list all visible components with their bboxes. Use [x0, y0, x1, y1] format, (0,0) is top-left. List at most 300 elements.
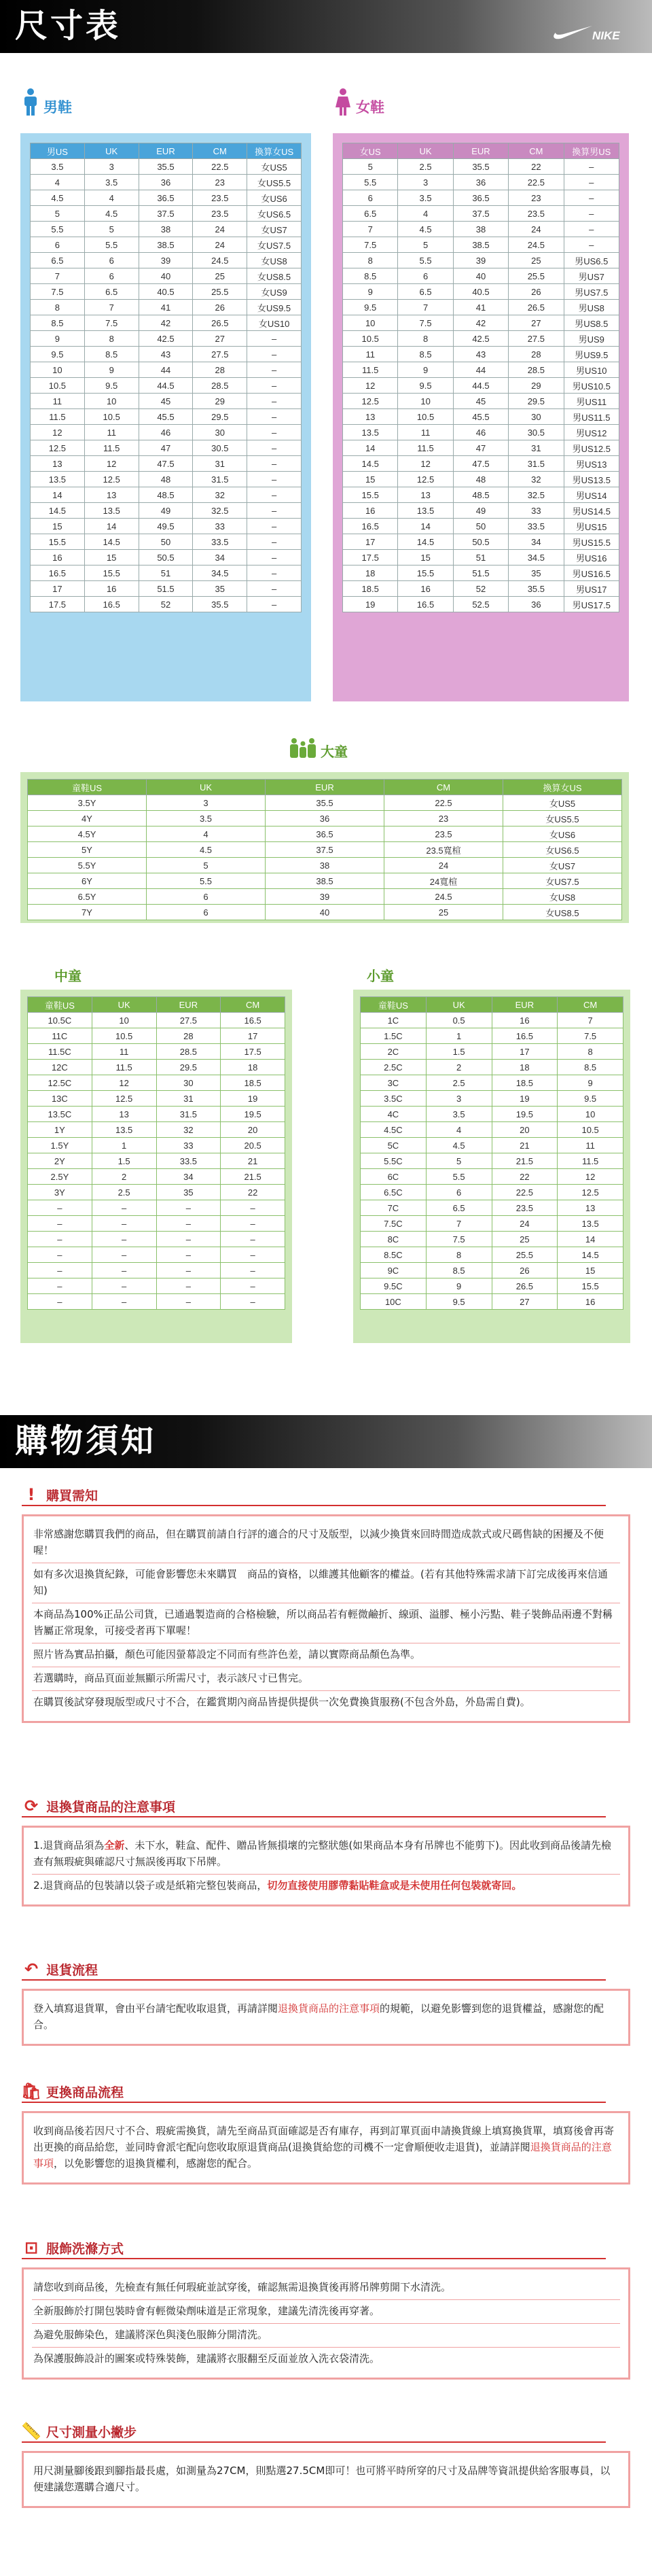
table-cell: –: [247, 565, 302, 581]
table-row: [28, 826, 622, 842]
table-cell: 22.5: [384, 795, 503, 811]
notice-paragraph: 照片皆為實品拍攝，顏色可能因螢幕設定不同而有些許色差，請以實際商品顏色為準。: [32, 1643, 620, 1667]
table-cell: 47: [139, 440, 193, 456]
table-cell: 12: [343, 378, 398, 394]
table-cell: 9: [426, 1278, 492, 1294]
table-cell: –: [221, 1200, 285, 1216]
table-cell: 14.5: [343, 456, 398, 472]
men-size-panel: [20, 133, 311, 701]
table-row: [28, 795, 622, 811]
table-cell: 8: [343, 253, 398, 268]
table-cell: 11.5: [84, 440, 139, 456]
table-cell: –: [247, 534, 302, 550]
table-cell: 女US7: [503, 858, 622, 873]
table-cell: 23: [193, 175, 247, 190]
table-cell: –: [247, 440, 302, 456]
table-cell: 50.5: [453, 534, 508, 550]
table-cell: 27: [492, 1294, 558, 1310]
table-cell: 23.5: [193, 190, 247, 206]
table-row: [343, 300, 619, 315]
return-flow-text: 登入填寫退貨單，會由平台請宅配收取退貨，再請詳閱退換貨商品的注意事項的規範，以避免影響到您的退貨權益，感謝您的配合。: [33, 2002, 604, 2031]
table-header-cell: CM: [509, 143, 564, 159]
table-cell: 22.5: [509, 175, 564, 190]
table-cell: 4.5: [147, 842, 266, 858]
women-size-table: [342, 143, 619, 612]
table-cell: –: [156, 1232, 221, 1247]
heading-underline: [22, 1505, 606, 1506]
table-cell: 23.5: [492, 1200, 558, 1216]
table-cell: 42.5: [453, 331, 508, 347]
table-cell: 24: [384, 858, 503, 873]
table-cell: 6.5: [398, 284, 453, 300]
table-row: [31, 597, 302, 612]
table-row: [28, 1169, 285, 1185]
table-header-cell: EUR: [266, 780, 384, 795]
table-cell: 8.5: [398, 347, 453, 362]
table-cell: 42.5: [139, 331, 193, 347]
table-cell: 42: [139, 315, 193, 331]
table-cell: –: [28, 1263, 92, 1278]
table-cell: 4.5C: [361, 1122, 427, 1138]
table-row: [31, 503, 302, 519]
table-cell: 9.5C: [361, 1278, 427, 1294]
table-cell: 49: [139, 503, 193, 519]
table-cell: 9.5: [84, 378, 139, 394]
table-row: [28, 1122, 285, 1138]
table-cell: 8: [84, 331, 139, 347]
table-row: [28, 858, 622, 873]
table-cell: 36: [139, 175, 193, 190]
table-cell: 15: [31, 519, 85, 534]
table-row: [28, 1153, 285, 1169]
table-cell: 38.5: [266, 873, 384, 889]
table-cell: 2.5: [92, 1185, 156, 1200]
table-cell: 2: [92, 1169, 156, 1185]
table-cell: –: [247, 425, 302, 440]
table-cell: 15.5: [343, 487, 398, 503]
washing-paragraph: 全新服飾於打開包裝時會有輕微染劑味道是正常現象，建議先清洗後再穿著。: [32, 2300, 620, 2324]
table-header-cell: EUR: [139, 143, 193, 159]
table-cell: 25.5: [492, 1247, 558, 1263]
table-row: [361, 1169, 623, 1185]
table-row: [31, 534, 302, 550]
table-cell: 13: [558, 1200, 623, 1216]
table-row: [343, 503, 619, 519]
table-cell: 10C: [361, 1294, 427, 1310]
table-cell: 6.5: [426, 1200, 492, 1216]
table-cell: –: [221, 1278, 285, 1294]
table-cell: 24: [193, 237, 247, 253]
table-cell: 6: [84, 268, 139, 284]
table-cell: 12: [398, 456, 453, 472]
table-cell: 13.5: [84, 503, 139, 519]
table-cell: –: [156, 1263, 221, 1278]
table-row: [343, 597, 619, 612]
table-cell: 32.5: [193, 503, 247, 519]
table-cell: 29: [509, 378, 564, 394]
table-cell: 8: [426, 1247, 492, 1263]
table-row: [28, 1013, 285, 1028]
table-cell: 9.5: [426, 1294, 492, 1310]
table-cell: 14: [558, 1232, 623, 1247]
table-row: [31, 409, 302, 425]
table-cell: 39: [139, 253, 193, 268]
table-cell: 47.5: [139, 456, 193, 472]
table-cell: 43: [453, 347, 508, 362]
women-size-panel: [333, 133, 629, 701]
notice-paragraph: 在購買後試穿發現版型或尺寸不合，在鑑賞期內商品皆提供提供一次免費換貨服務(不包含外島，外島需自費)。: [33, 1696, 530, 1708]
table-cell: 男US13.5: [564, 472, 619, 487]
table-cell: 2.5: [426, 1075, 492, 1091]
table-cell: 5.5: [84, 237, 139, 253]
table-cell: 3.5: [147, 811, 266, 826]
mid-kids-label: 中童: [54, 968, 82, 984]
table-row: [361, 1138, 623, 1153]
exchange-flow-heading: 🛍 更換商品流程: [20, 2082, 124, 2101]
table-cell: 52: [139, 597, 193, 612]
table-cell: 23.5: [384, 826, 503, 842]
table-cell: 16.5: [84, 597, 139, 612]
table-cell: 女US6.5: [503, 842, 622, 858]
table-header-cell: CM: [558, 997, 623, 1013]
table-cell: 6: [343, 190, 398, 206]
table-cell: 1.5Y: [28, 1138, 92, 1153]
table-cell: 男US16: [564, 550, 619, 565]
table-cell: 13: [31, 456, 85, 472]
table-row: [343, 394, 619, 409]
table-row: [28, 1060, 285, 1075]
table-cell: 34: [509, 534, 564, 550]
table-cell: 10: [84, 394, 139, 409]
table-cell: 7.5: [84, 315, 139, 331]
table-cell: 5.5C: [361, 1153, 427, 1169]
table-cell: 2.5C: [361, 1060, 427, 1075]
table-row: [28, 1200, 285, 1216]
table-cell: 7.5: [426, 1232, 492, 1247]
table-cell: –: [28, 1216, 92, 1232]
table-cell: 14: [343, 440, 398, 456]
table-cell: 4.5Y: [28, 826, 147, 842]
table-header-cell: CM: [193, 143, 247, 159]
table-cell: 34: [156, 1169, 221, 1185]
table-cell: 15: [558, 1263, 623, 1278]
table-cell: –: [247, 597, 302, 612]
table-row: [343, 190, 619, 206]
table-cell: 5.5: [147, 873, 266, 889]
table-cell: 48.5: [139, 487, 193, 503]
table-cell: 3: [398, 175, 453, 190]
table-cell: 30: [156, 1075, 221, 1091]
table-cell: 31.5: [193, 472, 247, 487]
table-cell: 14.5: [398, 534, 453, 550]
table-row: [343, 222, 619, 237]
table-row: [343, 347, 619, 362]
table-cell: 6.5: [343, 206, 398, 222]
table-cell: 3.5: [84, 175, 139, 190]
table-cell: –: [564, 237, 619, 253]
table-cell: –: [247, 362, 302, 378]
table-row: [343, 206, 619, 222]
table-cell: 2C: [361, 1044, 427, 1060]
table-cell: 12: [92, 1075, 156, 1091]
table-cell: 15.5: [84, 565, 139, 581]
table-cell: 16.5: [398, 597, 453, 612]
table-cell: 52.5: [453, 597, 508, 612]
table-cell: –: [156, 1278, 221, 1294]
table-row: [31, 472, 302, 487]
table-cell: –: [221, 1216, 285, 1232]
table-cell: 14: [84, 519, 139, 534]
table-cell: 46: [139, 425, 193, 440]
table-cell: 4.5: [398, 222, 453, 237]
table-row: [31, 347, 302, 362]
small-kids-label: 小童: [367, 968, 394, 984]
table-cell: 49: [453, 503, 508, 519]
return-flow-box: [22, 1989, 630, 2046]
table-row: [361, 1013, 623, 1028]
table-cell: 10: [343, 315, 398, 331]
table-row: [361, 1278, 623, 1294]
table-cell: –: [92, 1294, 156, 1310]
table-cell: 3: [84, 159, 139, 175]
table-row: [28, 1232, 285, 1247]
table-row: [343, 378, 619, 394]
notice-paragraph: 如有多次退換貨紀錄，可能會影響您未來購買 商品的資格，以維護其他顧客的權益。(若有其他特殊需求請下訂完成後再來信通知): [32, 1563, 620, 1603]
notice-paragraph: 本商品為100%正品公司貨，已通過製造商的合格檢驗，所以商品若有輕微鹼折、線頭、溢膠、極小污點、鞋子裝飾品兩邊不對稱皆屬正常現象，可接受者再下單喔！: [32, 1603, 620, 1643]
table-cell: 38.5: [453, 237, 508, 253]
table-cell: 11.5: [558, 1153, 623, 1169]
table-cell: 女US7: [247, 222, 302, 237]
table-cell: 7: [84, 300, 139, 315]
table-cell: 35: [156, 1185, 221, 1200]
table-cell: 44: [453, 362, 508, 378]
table-cell: –: [247, 581, 302, 597]
table-cell: 52: [453, 581, 508, 597]
table-cell: 1Y: [28, 1122, 92, 1138]
table-cell: 38.5: [139, 237, 193, 253]
table-cell: 10: [31, 362, 85, 378]
table-cell: 11.5C: [28, 1044, 92, 1060]
table-row: [343, 440, 619, 456]
table-cell: –: [564, 206, 619, 222]
table-cell: 24: [193, 222, 247, 237]
return-note-2: 2.退貨商品的包裝請以袋子或是紙箱完整包裝商品，切勿直接使用膠帶黏貼鞋盒或是未使用任何包裝就寄回。: [33, 1879, 522, 1892]
table-cell: –: [247, 456, 302, 472]
heading-underline: [22, 2102, 606, 2103]
table-row: [28, 811, 622, 826]
table-cell: 27: [509, 315, 564, 331]
table-cell: 43: [139, 347, 193, 362]
table-cell: 32.5: [509, 487, 564, 503]
heading-underline: [22, 2258, 606, 2259]
table-cell: 12.5C: [28, 1075, 92, 1091]
table-cell: 6: [426, 1185, 492, 1200]
table-cell: 17.5: [343, 550, 398, 565]
table-cell: 40: [266, 905, 384, 920]
table-cell: 38: [139, 222, 193, 237]
table-cell: 15: [398, 550, 453, 565]
table-row: [28, 905, 622, 920]
table-cell: 23: [384, 811, 503, 826]
table-cell: 5Y: [28, 842, 147, 858]
table-cell: 17.5: [31, 597, 85, 612]
table-cell: 13: [84, 487, 139, 503]
table-cell: 7.5: [31, 284, 85, 300]
measure-section: [22, 2420, 630, 2508]
table-cell: 5: [398, 237, 453, 253]
table-cell: 17: [492, 1044, 558, 1060]
table-cell: 33.5: [509, 519, 564, 534]
table-cell: 6.5Y: [28, 889, 147, 905]
table-row: [31, 487, 302, 503]
table-row: [343, 331, 619, 347]
table-row: [343, 362, 619, 378]
table-cell: 2: [426, 1060, 492, 1075]
table-cell: 8C: [361, 1232, 427, 1247]
table-cell: 2.5Y: [28, 1169, 92, 1185]
table-cell: 27.5: [193, 347, 247, 362]
table-header-cell: 換算女US: [503, 780, 622, 795]
exchange-flow-section: [22, 2080, 630, 2185]
table-row: [28, 1028, 285, 1044]
measure-heading: 📏 尺寸測量小撇步: [21, 2422, 137, 2441]
table-cell: 女US6: [503, 826, 622, 842]
table-cell: 男US12.5: [564, 440, 619, 456]
washing-box: [22, 2267, 630, 2380]
table-cell: 10.5: [558, 1122, 623, 1138]
refresh-icon: ⟳: [24, 1796, 39, 1815]
table-cell: 31.5: [156, 1107, 221, 1122]
table-row: [31, 284, 302, 300]
table-row: [343, 534, 619, 550]
heading-underline: [22, 1816, 606, 1817]
table-cell: 6: [84, 253, 139, 268]
table-cell: –: [92, 1263, 156, 1278]
table-cell: –: [221, 1263, 285, 1278]
table-cell: 男US11: [564, 394, 619, 409]
table-cell: 14.5: [31, 503, 85, 519]
table-cell: 13: [92, 1107, 156, 1122]
table-cell: 16: [343, 503, 398, 519]
table-cell: 18.5: [492, 1075, 558, 1091]
table-cell: 21.5: [492, 1153, 558, 1169]
table-cell: 24.5: [193, 253, 247, 268]
table-row: [31, 331, 302, 347]
table-cell: 4: [31, 175, 85, 190]
table-cell: 11: [398, 425, 453, 440]
table-cell: 男US17: [564, 581, 619, 597]
table-cell: 8.5: [343, 268, 398, 284]
table-row: [28, 1278, 285, 1294]
table-cell: 8: [398, 331, 453, 347]
table-cell: –: [92, 1278, 156, 1294]
table-cell: 22: [492, 1169, 558, 1185]
table-cell: 13.5C: [28, 1107, 92, 1122]
table-row: [28, 1138, 285, 1153]
table-cell: 36.5: [453, 190, 508, 206]
table-cell: 28.5: [193, 378, 247, 394]
table-cell: 27.5: [509, 331, 564, 347]
size-chart-banner: [0, 0, 652, 53]
table-cell: 3.5: [31, 159, 85, 175]
table-cell: 50: [139, 534, 193, 550]
table-cell: 18.5: [221, 1075, 285, 1091]
table-cell: 13.5: [31, 472, 85, 487]
table-row: [28, 1185, 285, 1200]
table-cell: 31: [509, 440, 564, 456]
table-cell: 40.5: [139, 284, 193, 300]
table-cell: 10.5C: [28, 1013, 92, 1028]
table-cell: 女US8.5: [247, 268, 302, 284]
table-cell: 6Y: [28, 873, 147, 889]
table-row: [343, 237, 619, 253]
exchange-flow-box: [22, 2111, 630, 2185]
table-cell: –: [28, 1278, 92, 1294]
return-notes-heading: ⟳ 退換貨商品的注意事項: [22, 1794, 630, 1817]
table-cell: 2.5: [398, 159, 453, 175]
table-cell: 26.5: [193, 315, 247, 331]
table-cell: 31: [156, 1091, 221, 1107]
table-cell: –: [564, 159, 619, 175]
table-cell: 1.5C: [361, 1028, 427, 1044]
table-cell: 16.5: [343, 519, 398, 534]
table-cell: 女US5: [503, 795, 622, 811]
table-cell: –: [28, 1232, 92, 1247]
table-cell: 32: [156, 1122, 221, 1138]
table-cell: 33: [193, 519, 247, 534]
table-cell: 7Y: [28, 905, 147, 920]
table-header-cell: 女US: [343, 143, 398, 159]
table-cell: 13C: [28, 1091, 92, 1107]
table-row: [31, 440, 302, 456]
table-cell: 15: [84, 550, 139, 565]
table-cell: 10: [92, 1013, 156, 1028]
table-cell: 42: [453, 315, 508, 331]
table-cell: 22: [221, 1185, 285, 1200]
table-cell: –: [564, 175, 619, 190]
table-cell: 5.5: [426, 1169, 492, 1185]
table-cell: –: [28, 1200, 92, 1216]
table-cell: 28.5: [509, 362, 564, 378]
table-cell: 5C: [361, 1138, 427, 1153]
table-cell: 14: [398, 519, 453, 534]
table-cell: 25: [384, 905, 503, 920]
table-cell: 5: [147, 858, 266, 873]
shopping-title: 購物須知: [15, 1422, 157, 1460]
table-cell: 9.5: [558, 1091, 623, 1107]
table-row: [343, 253, 619, 268]
table-cell: 16: [398, 581, 453, 597]
table-cell: –: [247, 550, 302, 565]
table-header-cell: EUR: [492, 997, 558, 1013]
table-cell: 16: [84, 581, 139, 597]
table-header-cell: UK: [147, 780, 266, 795]
table-cell: 8.5: [426, 1263, 492, 1278]
table-cell: 9C: [361, 1263, 427, 1278]
table-row: [31, 159, 302, 175]
purchase-notice-heading: ! 購買需知: [22, 1483, 630, 1506]
table-row: [28, 1247, 285, 1263]
table-cell: 1: [426, 1028, 492, 1044]
table-row: [343, 268, 619, 284]
table-cell: 17: [343, 534, 398, 550]
table-cell: –: [564, 190, 619, 206]
table-header-cell: EUR: [453, 143, 508, 159]
size-chart-title: 尺寸表: [15, 7, 122, 45]
table-cell: 13.5: [343, 425, 398, 440]
table-header-cell: 換算女US: [247, 143, 302, 159]
table-row: [31, 394, 302, 409]
